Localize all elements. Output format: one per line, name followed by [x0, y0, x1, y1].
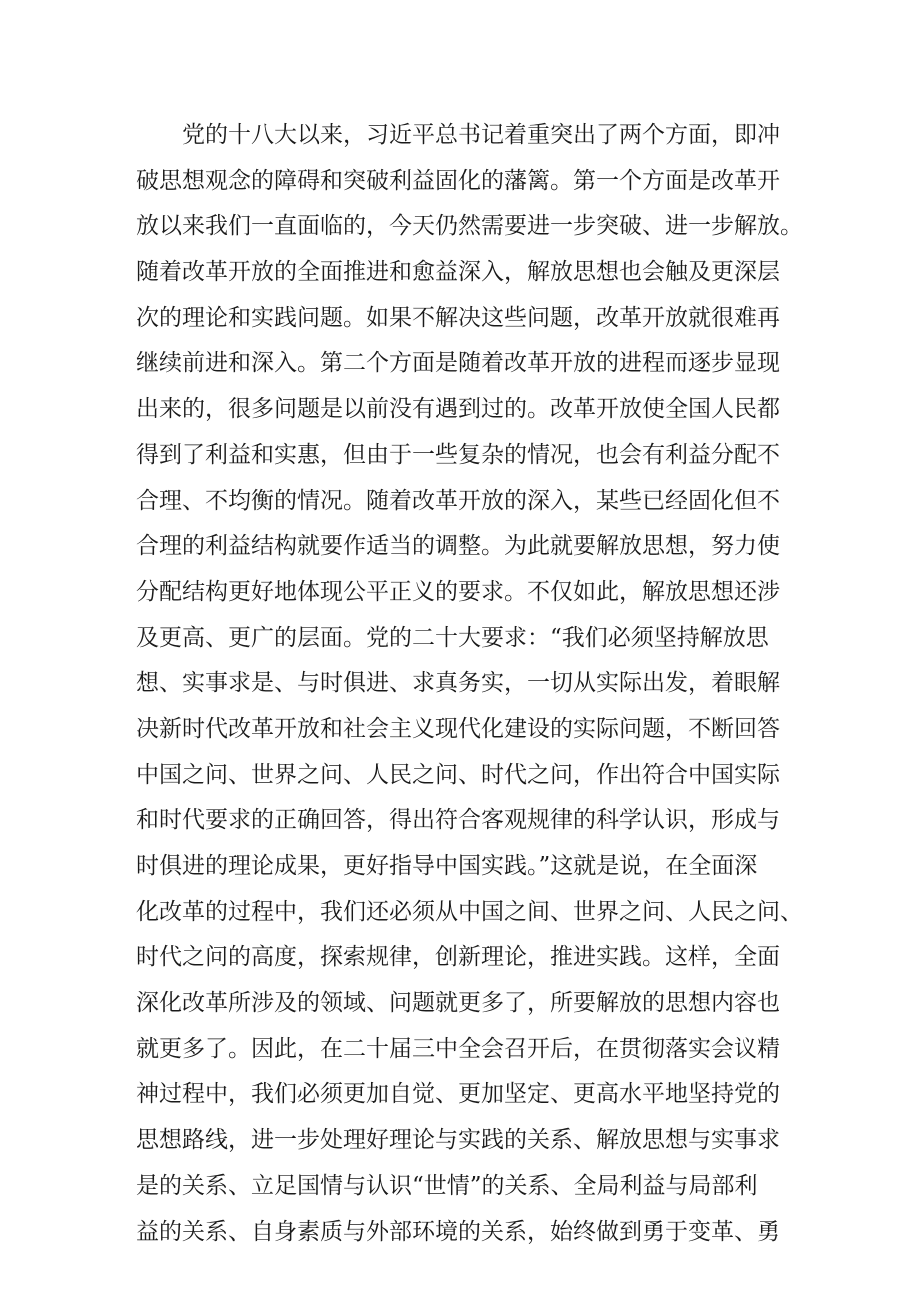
text-line: 深化改革所涉及的领域、问题就更多了，所要解放的思想内容也: [136, 990, 780, 1017]
text-line: 分配结构更好地体现公平正义的要求。不仅如此，解放思想还涉: [136, 578, 780, 605]
text-line: 神过程中，我们必须更加自觉、更加坚定、更高水平地坚持党的: [136, 1081, 780, 1108]
text-line: 时代之问的高度，探索规律，创新理论，推进实践。这样，全面: [136, 944, 780, 971]
text-line: 合理的利益结构就要作适当的调整。为此就要解放思想，努力使: [136, 533, 780, 560]
text-line: 得到了利益和实惠，但由于一些复杂的情况，也会有利益分配不: [136, 441, 780, 468]
text-line: 放以来我们一直面临的，今天仍然需要进一步突破、进一步解放。: [136, 213, 803, 240]
text-line: 破思想观念的障碍和突破利益固化的藩篱。第一个方面是改革开: [136, 167, 780, 194]
text-line: 及更高、更广的层面。党的二十大要求：“我们必须坚持解放思: [136, 624, 769, 651]
text-line: 和时代要求的正确回答，得出符合客观规律的科学认识，形成与: [136, 807, 780, 834]
text-line: 想、实事求是、与时俱进、求真务实，一切从实际出发，着眼解: [136, 670, 780, 697]
text-line: 时俱进的理论成果，更好指导中国实践。”这就是说，在全面深: [136, 853, 758, 879]
text-line: 出来的，很多问题是以前没有遇到过的。改革开放使全国人民都: [136, 396, 780, 423]
text-line: 思想路线，进一步处理好理论与实践的关系、解放思想与实事求: [136, 1127, 780, 1154]
text-line: 随着改革开放的全面推进和愈益深入，解放思想也会触及更深层: [136, 259, 780, 286]
text-line: 中国之问、世界之问、人民之问、时代之问，作出符合中国实际: [136, 761, 780, 788]
text-line: 决新时代改革开放和社会主义现代化建设的实际问题，不断回答: [136, 715, 780, 742]
text-line: 益的关系、自身素质与外部环境的关系，始终做到勇于变革、勇: [136, 1218, 780, 1245]
text-line: 党的十八大以来，习近平总书记着重突出了两个方面，即冲: [182, 122, 780, 148]
text-line: 继续前进和深入。第二个方面是随着改革开放的进程而逐步显现: [136, 350, 780, 377]
text-line: 是的关系、立足国情与认识“世情”的关系、全局利益与局部利: [136, 1172, 758, 1199]
text-line: 合理、不均衡的情况。随着改革开放的深入，某些已经固化但不: [136, 487, 780, 514]
text-line: 化改革的过程中，我们还必须从中国之间、世界之问、人民之问、: [136, 898, 803, 925]
body-paragraph: [136, 113, 803, 1255]
text-line: 就更多了。因此，在二十届三中全会召开后，在贯彻落实会议精: [136, 1035, 780, 1062]
text-line: 次的理论和实践问题。如果不解决这些问题，改革开放就很难再: [136, 304, 780, 331]
